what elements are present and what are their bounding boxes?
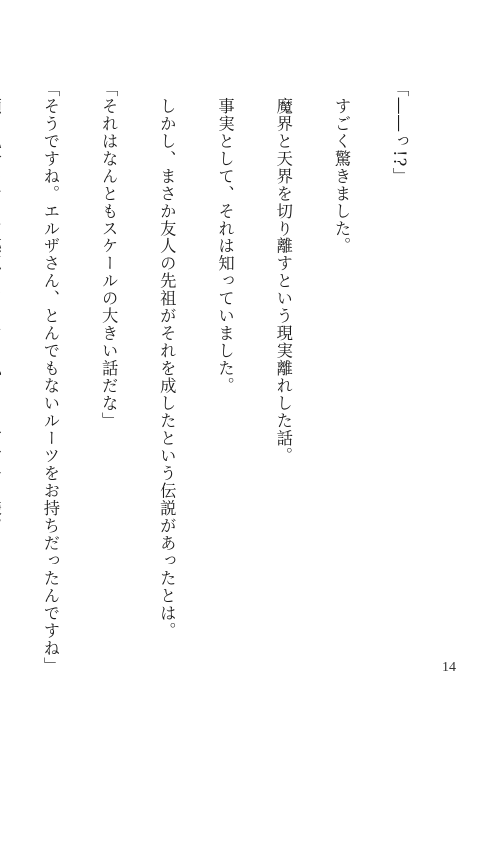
text-line: 事実として、それは知っていました。: [215, 80, 235, 395]
text-line: 「そうですね。エルザさん、とんでもないルーツをお持ちだったんですね」: [40, 80, 60, 675]
text-line: 魔界と天界を切り離すという現実離れした話。: [273, 80, 293, 465]
page-number: 14: [442, 660, 456, 675]
vertical-text-body: [40, 80, 448, 675]
text-line: 「それはなんともスケールの大きい話だな」: [99, 80, 119, 430]
text-line: 「――っ!?」: [390, 80, 410, 186]
text-line: しかし、まさか友人の先祖がそれを成したという伝説があったとは。: [157, 80, 177, 640]
text-line: すごく驚きました。: [331, 80, 351, 255]
text-line: [0, 80, 2, 628]
